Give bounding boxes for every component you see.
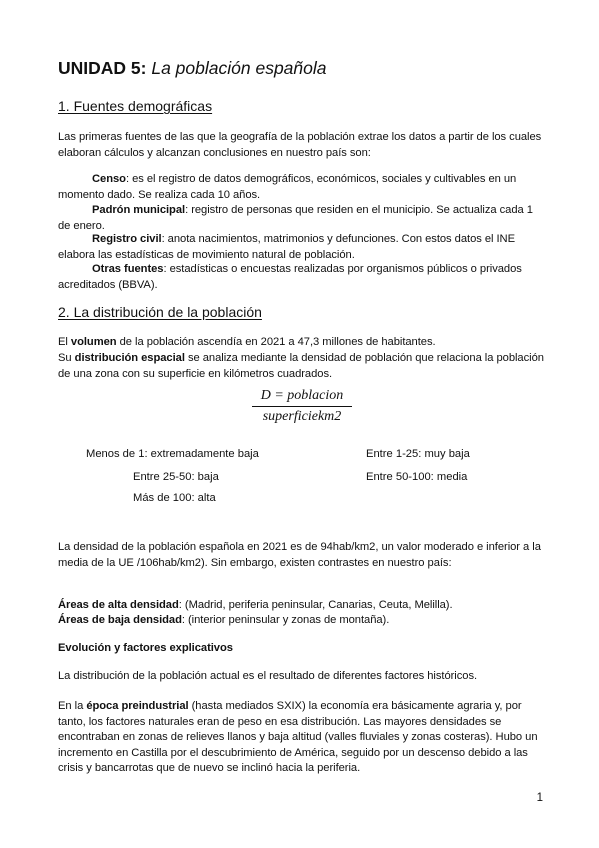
page-number: 1 [536,792,543,804]
volume-paragraph [58,335,548,351]
fraction-line [252,406,352,407]
section-heading-sources: 1. Fuentes demográficas [58,98,213,114]
density-level: Más de 100: alta [133,492,216,504]
source-term: Registro civil [92,233,162,245]
text-run: Su [58,352,75,364]
text-bold: volumen [70,336,117,348]
evolution-paragraph: La distribución de la población actual es el resultado de diferentes factores históricos. [58,670,478,682]
text-run: En la [58,700,87,712]
source-desc: : es el registro de datos demográficos, económicos, sociales y cultivables en un momento dado. Se realiza cada 10 años. [58,173,517,201]
title-topic: La población española [151,58,327,78]
text-run: : (Madrid, periferia peninsular, Canarias, Ceuta, Melilla). [178,599,453,611]
text-bold: Áreas de alta densidad [58,599,179,611]
source-item-registro [58,232,548,263]
density-level: Entre 1-25: muy baja [366,448,470,460]
high-density-areas [58,598,548,614]
text-run: El [58,336,71,348]
density-level: Entre 25-50: baja [133,471,219,483]
source-term: Padrón municipal [92,204,186,216]
formula-denominator: superficiekm2 [262,409,342,424]
source-item-padron [58,203,548,234]
density-level: Menos de 1: extremadamente baja [86,448,259,460]
formula-numerator: D = poblacion [260,388,344,403]
preindustrial-paragraph [58,699,548,777]
sources-intro: Las primeras fuentes de las que la geografía de la población extrae los datos a partir de los cuales elaboran cálculos y alcanzan conclusiones en nuestro país son: [58,131,542,159]
spatial-paragraph [58,351,548,382]
source-item-otras [58,262,548,293]
low-density-areas [58,613,548,629]
page-title [58,58,327,79]
text-run: : (interior peninsular y zonas de montaña). [181,614,390,626]
source-desc: : anota nacimientos, matrimonios y defunciones. Con estos datos el INE elabora las estadísticas de movimiento natural de población. [58,233,516,261]
density-paragraph: La densidad de la población española en 2021 es de 94hab/km2, un valor moderado e inferior a la media de la UE /106hab/km2). Sin embargo, existen contrastes en nuestro país: [58,541,541,569]
text-run: de la población ascendía en 2021 a 47,3 millones de habitantes. [116,336,436,348]
evolution-heading: Evolución y factores explicativos [58,642,233,654]
source-desc: : registro de personas que residen en el municipio. Se actualiza cada 1 de enero. [58,204,533,232]
text-bold: distribución espacial [74,352,185,364]
title-unit: UNIDAD 5: [58,58,147,78]
source-term: Censo [92,173,126,185]
section-heading-distribution: 2. La distribución de la población [58,304,262,320]
density-level: Entre 50-100: media [366,471,468,483]
source-item-censo [58,172,548,203]
density-formula [252,388,352,425]
text-run: se analiza mediante la densidad de población que relaciona la población de una zona con su superficie en kilómetros cuadrados. [58,352,544,380]
text-bold: Áreas de baja densidad [58,614,182,626]
source-term: Otras fuentes [92,263,164,275]
text-bold: época preindustrial [86,700,189,712]
source-desc: : estadísticas o encuestas realizadas por organismos públicos o privados acreditados (BBVA). [58,263,522,291]
text-run: (hasta mediados SXIX) la economía era básicamente agraria y, por tanto, los factores naturales eran de peso en esa distribución. Las mayores densidades se encontraban en zonas de relieves llanos y baja altitud (valles fluviales y zonas costeras). Hubo un incremento en Castilla por el descubrimiento de América, seguido por un descenso debido a las crisis y bancarrotas que de nuevo se inclinó hacia la periferia. [58,700,538,775]
